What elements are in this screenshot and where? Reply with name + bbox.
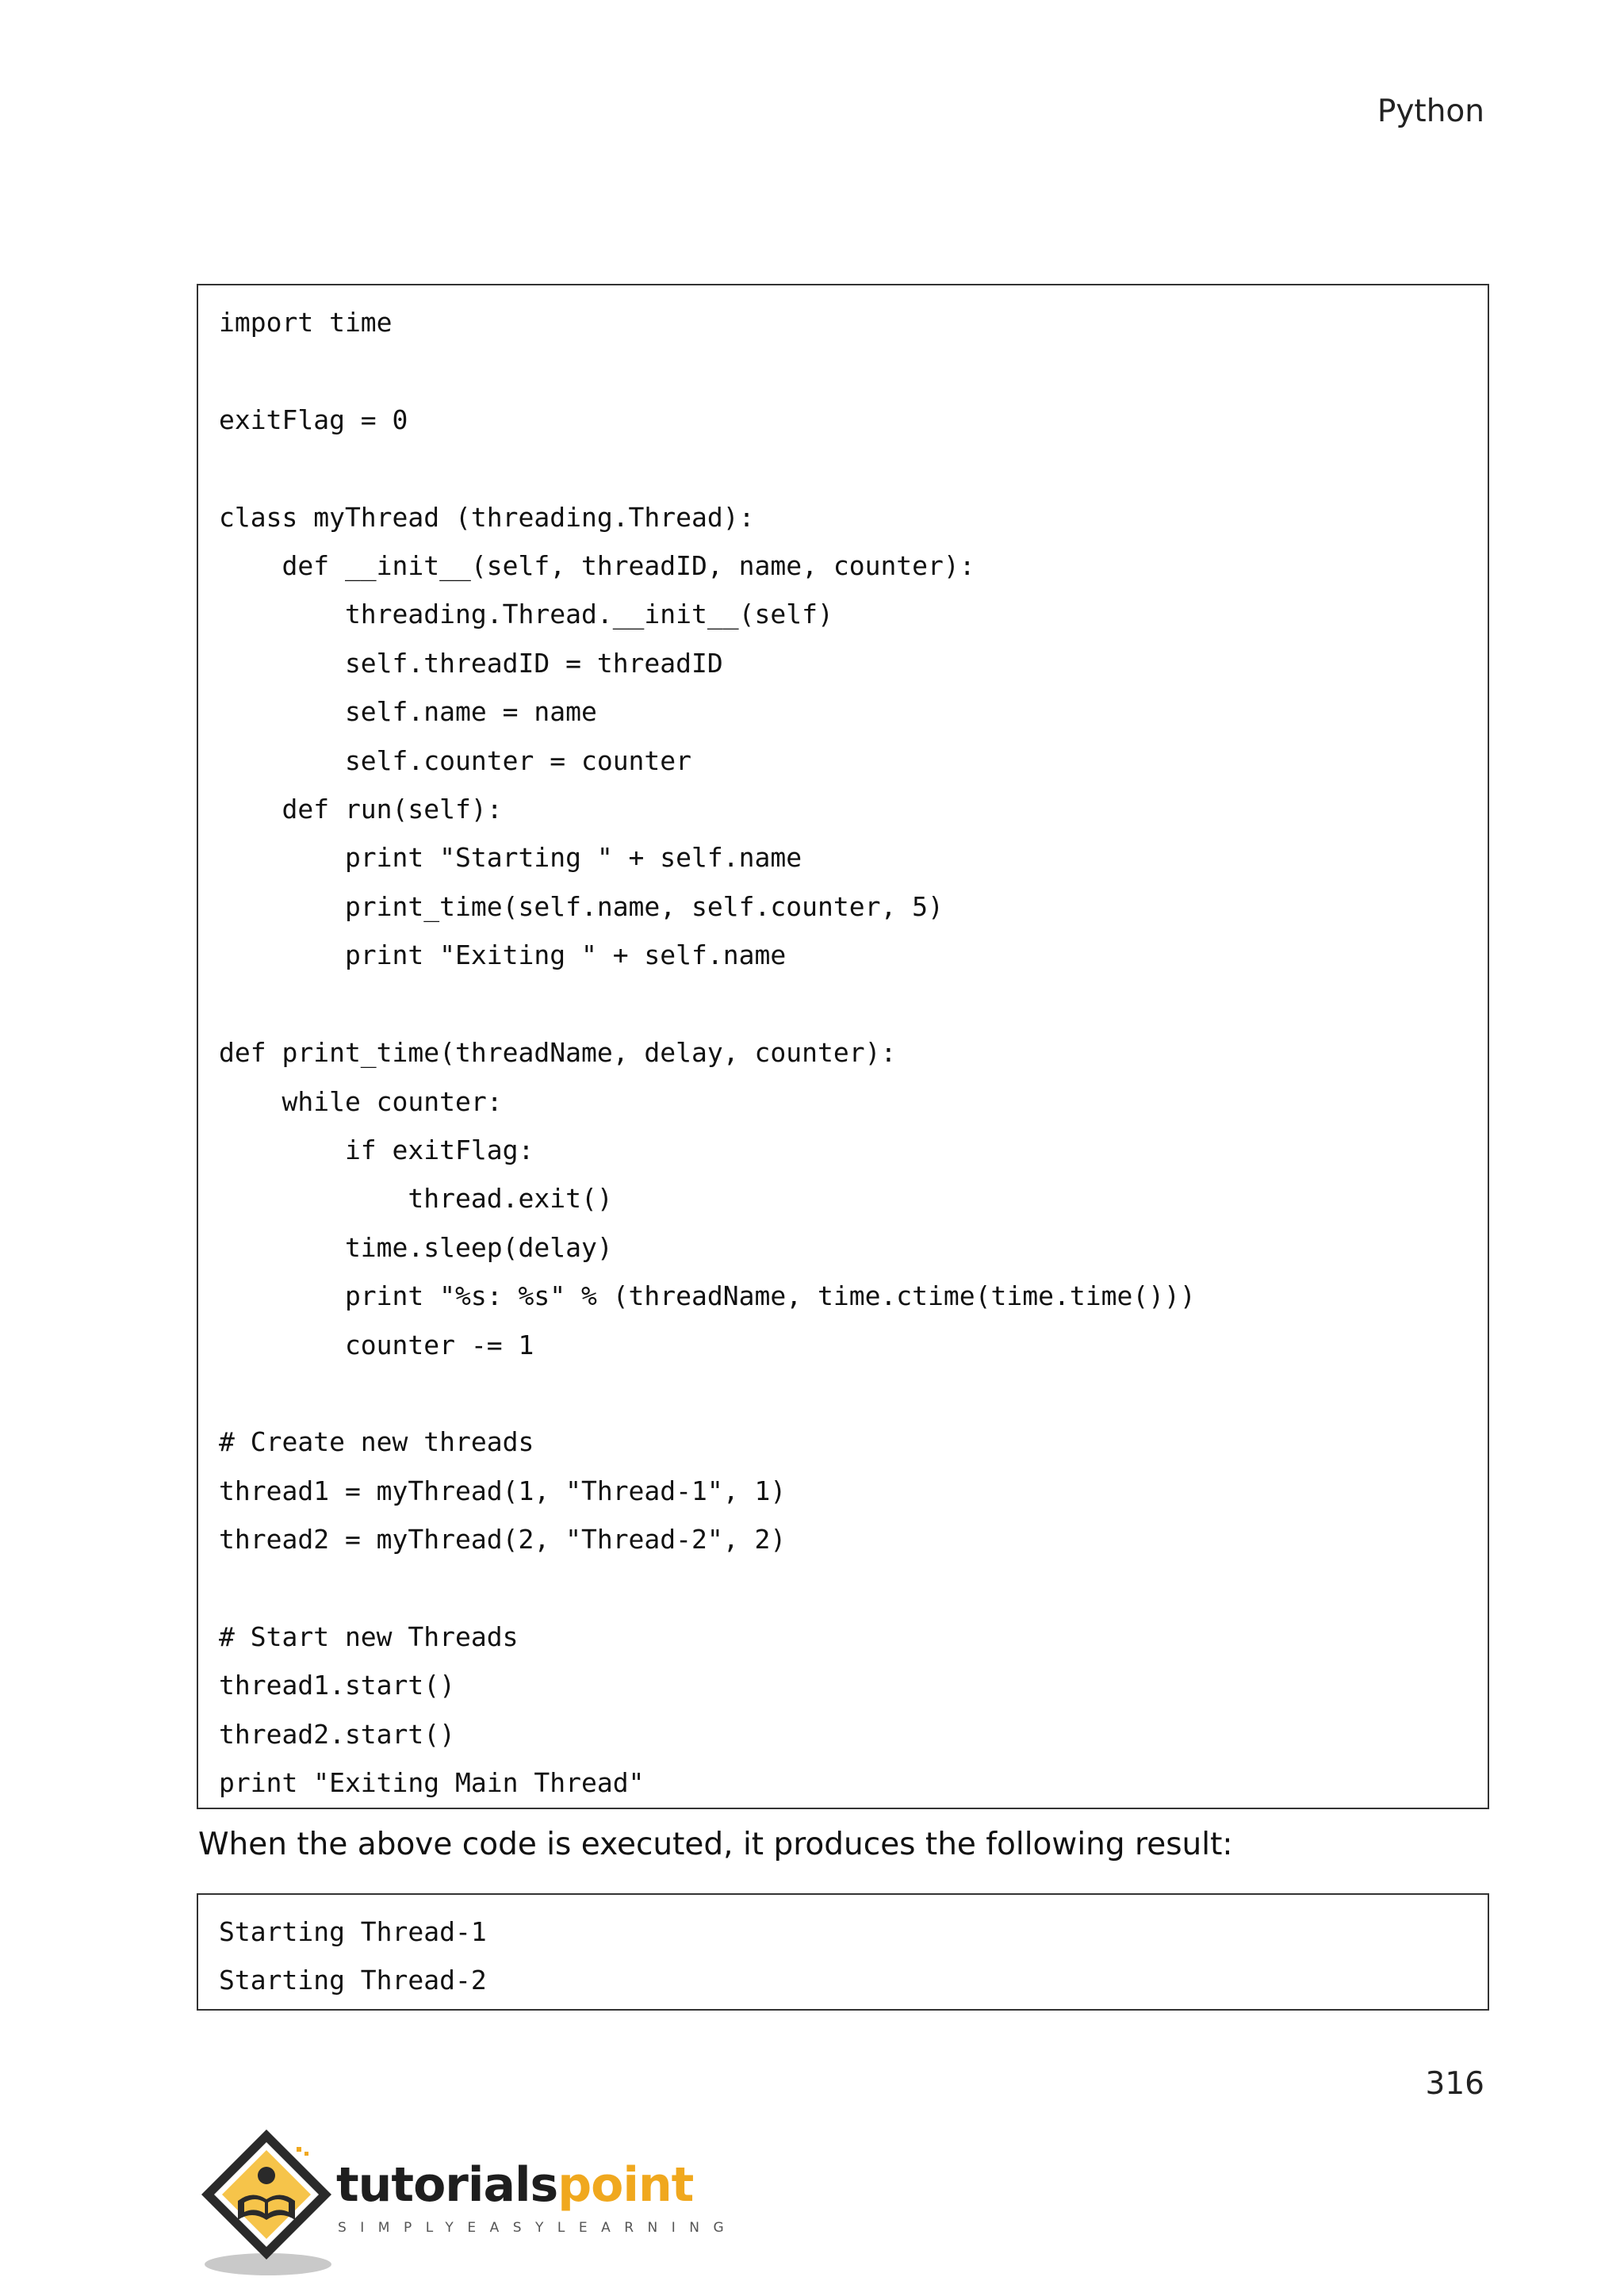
page-number: 316 bbox=[1425, 2066, 1484, 2102]
page-header-title: Python bbox=[1377, 94, 1484, 129]
result-intro-text: When the above code is executed, it produces the following result: bbox=[198, 1827, 1233, 1862]
code-block bbox=[197, 284, 1489, 1809]
tutorialspoint-logo bbox=[195, 2123, 738, 2282]
output-block bbox=[197, 1893, 1489, 2011]
logo-wordmark: tutorialspoint bbox=[336, 2157, 694, 2213]
logo-diamond-icon bbox=[195, 2123, 338, 2282]
code-block-text: import time exitFlag = 0 class myThread (threading.Thread): def __init__(self, threadID, name, counter): threading.Thread.__init__(self) self.threadID = threadID self.name = name self.counter = counter def run(self): print "Starting " + self.name print_time(self.name, self.counter, 5) print "Exiting " + self.name def print_time(threadName, delay, counter): while counter: if exitFlag: thread.exit() time.sleep(delay) print "%s: %s" % (threadName, time.ctime(time.time())) counter -= 1 # Create new threads thread1 = myThread(1, "Thread-1", 1) thread2 = myThread(2, "Thread-2", 2) # Start new Threads thread1.start() thread2.start() print "Exiting Main Thread" bbox=[219, 307, 1196, 1799]
output-block-text: Starting Thread-1 Starting Thread-2 bbox=[219, 1916, 487, 1996]
logo-tagline: SIMPLYEASYLEARNING bbox=[338, 2220, 738, 2236]
